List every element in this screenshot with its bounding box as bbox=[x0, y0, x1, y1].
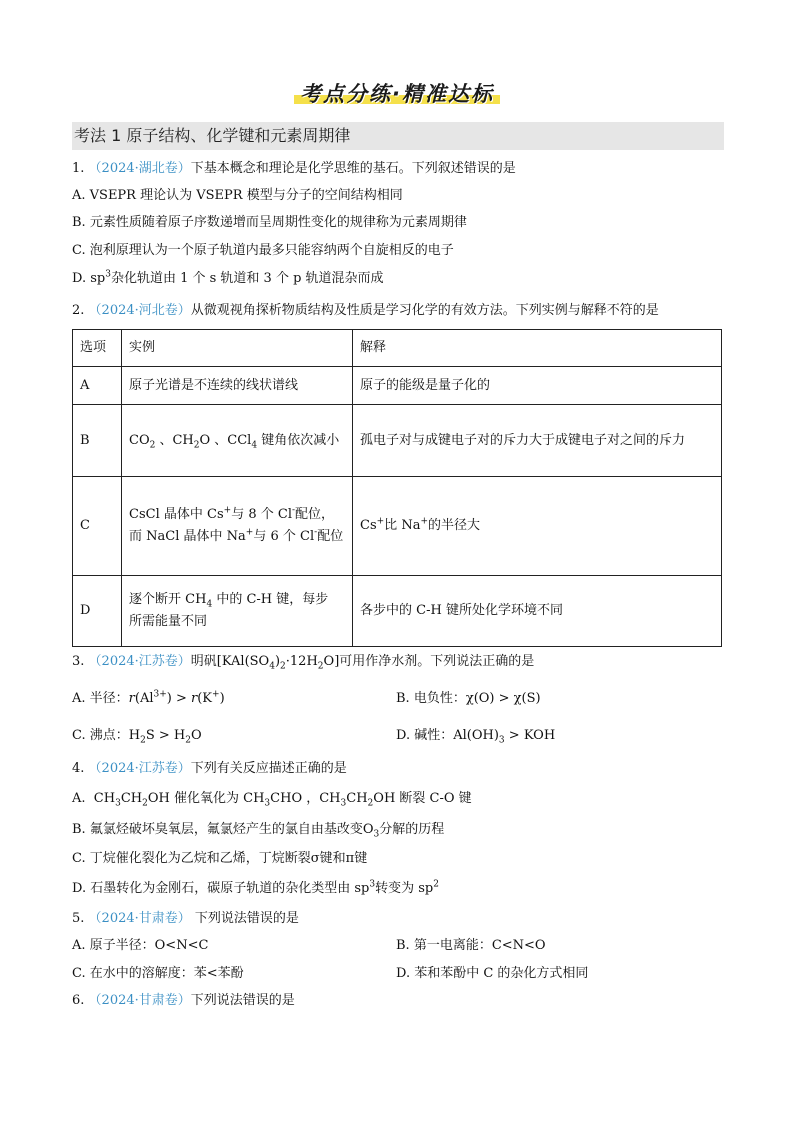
question-4-stem: 4. （2024·江苏卷）下列有关反应描述正确的是 bbox=[72, 761, 347, 776]
header-explanation: 解释 bbox=[353, 330, 722, 367]
q1-option-c: C. 泡利原理认为一个原子轨道内最多只能容纳两个自旋相反的电子 bbox=[72, 243, 454, 258]
q1-option-b: B. 元素性质随着原子序数递增而呈周期性变化的规律称为元素周期律 bbox=[72, 215, 467, 230]
question-source: （2024·江苏卷） bbox=[88, 654, 191, 669]
q5-option-d: D. 苯和苯酚中 C 的杂化方式相同 bbox=[396, 966, 589, 981]
question-source: （2024·甘肃卷） bbox=[88, 911, 191, 926]
q4-option-d: D. 石墨转化为金刚石，碳原子轨道的杂化类型由 $sp^3$转变为 $sp^2$ bbox=[72, 879, 439, 896]
q4-option-b: B. 氟氯烃破坏臭氧层，氟氯烃产生的氯自由基改变$O_3$分解的历程 bbox=[72, 822, 445, 840]
table-row: D 逐个断开 $CH_4$ 中的 C-H 键，每步 所需能量不同 各步中的 C-H 键所处化学环境不同 bbox=[73, 576, 722, 647]
question-source: （2024·湖北卷） bbox=[88, 161, 191, 176]
header-example: 实例 bbox=[122, 330, 353, 367]
table-header-row bbox=[73, 330, 722, 367]
q4-option-a: A. $CH_3CH_2OH$ 催化氧化为 $CH_3CHO$ ，$CH_3CH_2OH$ 断裂 C-O 键 bbox=[72, 791, 472, 809]
question-source: （2024·河北卷） bbox=[88, 303, 191, 318]
q5-option-b: B. 第一电离能：C<N<O bbox=[396, 938, 546, 953]
q3-option-b: B. 电负性：χ(O) > χ(S) bbox=[396, 691, 541, 706]
page-banner: 考点分练·精准达标 bbox=[0, 78, 794, 108]
table-row: B $CO_2$ 、$CH_2O$ 、CCl$_4$ 键角依次减小 孤电子对与成键电子对的斥力大于成键电子对之间的斥力 bbox=[73, 405, 722, 477]
q3-option-d: D. 碱性：$Al(OH)_3$ > KOH bbox=[396, 728, 556, 746]
table-row: A 原子光谱是不连续的线状谱线 原子的能级是量子化的 bbox=[73, 367, 722, 405]
comparison-table bbox=[72, 329, 722, 647]
q1-option-d: D. $sp^3$杂化轨道由 1 个 s 轨道和 3 个 p 轨道混杂而成 bbox=[72, 269, 384, 286]
question-source: （2024·江苏卷） bbox=[88, 761, 191, 776]
header-option: 选项 bbox=[73, 330, 122, 367]
question-1-stem: 1. （2024·湖北卷）下基本概念和理论是化学思维的基石。下列叙述错误的是 bbox=[72, 161, 516, 176]
question-2-stem: 2. （2024·河北卷）从微观视角探析物质结构及性质是学习化学的有效方法。下列实例与解释不符的是 bbox=[72, 303, 659, 318]
question-5-stem: 5. （2024·甘肃卷） 下列说法错误的是 bbox=[72, 911, 299, 926]
q3-option-c: C. 沸点：$H_2S > H_2O$ bbox=[72, 728, 202, 746]
question-6-stem: 6. （2024·甘肃卷）下列说法错误的是 bbox=[72, 993, 295, 1008]
q1-option-a: A. VSEPR 理论认为 VSEPR 模型与分子的空间结构相同 bbox=[72, 188, 403, 203]
q3-option-a: A. 半径：$r(Al^{3+}) > r(K^+)$ bbox=[72, 689, 225, 706]
table-row: C CsCl 晶体中 Cs+与 8 个 Cl-配位，而 NaCl 晶体中 Na+与 6 个 Cl-配位 Cs+比 Na+的半径大 bbox=[73, 477, 722, 576]
question-3-stem: 3. （2024·江苏卷）明矾$[KAl(SO_4)_2\cdot 12H_2O]$可用作净水剂。下列说法正确的是 bbox=[72, 654, 535, 672]
q5-option-c: C. 在水中的溶解度：苯<苯酚 bbox=[72, 966, 244, 981]
q5-option-a: A. 原子半径：O<N<C bbox=[72, 938, 209, 953]
q4-option-c: C. 丁烷催化裂化为乙烷和乙烯，丁烷断裂σ键和π键 bbox=[72, 851, 368, 866]
question-source: （2024·甘肃卷） bbox=[88, 993, 191, 1008]
section-heading: 考法 1 原子结构、化学键和元素周期律 bbox=[72, 122, 724, 150]
